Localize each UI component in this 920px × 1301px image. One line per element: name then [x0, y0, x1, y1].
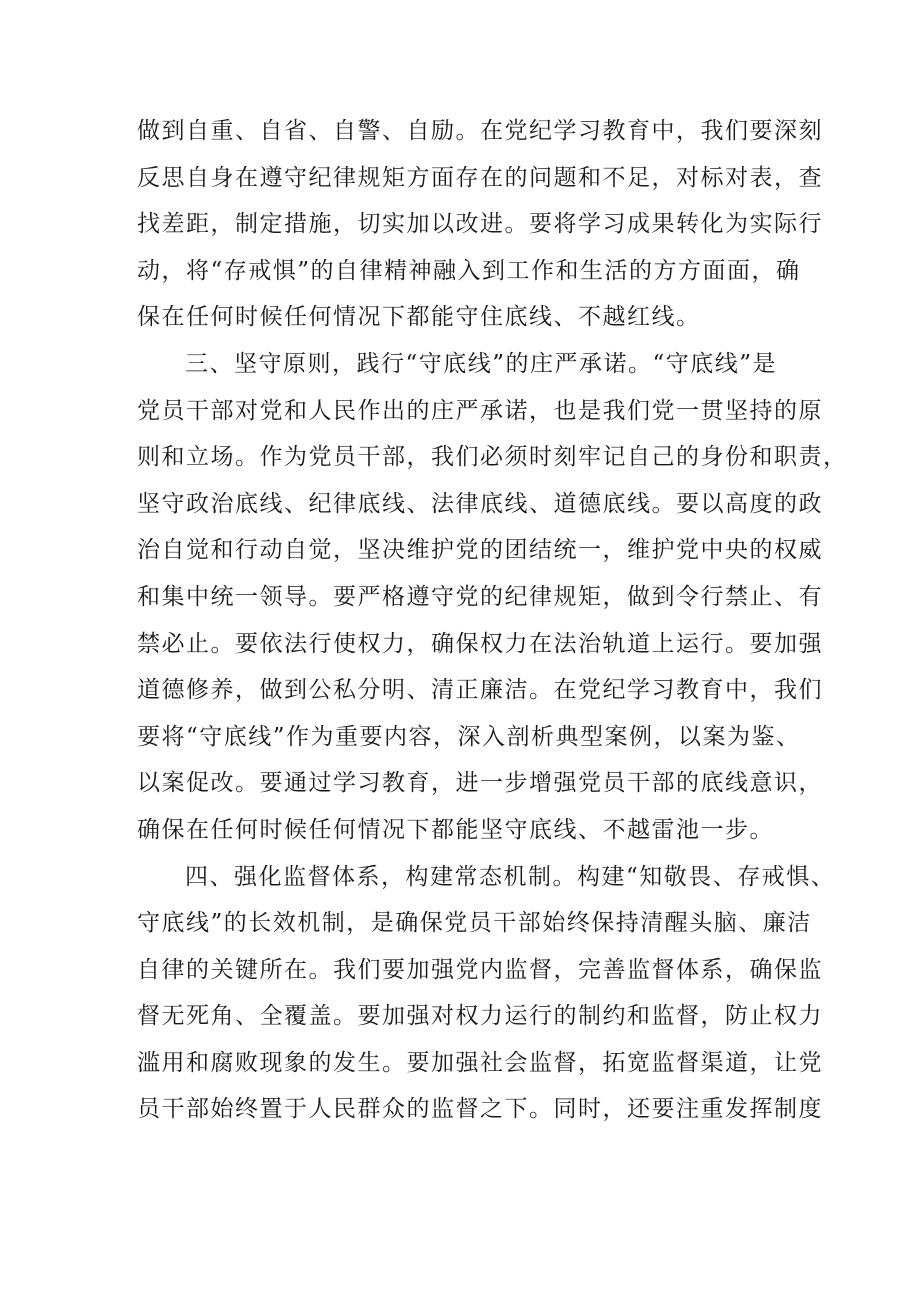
text-line: 员干部始终置于人民群众的监督之下。同时，还要注重发挥制度 — [137, 1096, 823, 1123]
text-line: 党员干部对党和人民作出的庄严承诺，也是我们党一贯坚持的原 — [137, 397, 823, 424]
text-line: 保在任何时候任何情况下都能守住底线、不越红线。 — [137, 304, 701, 331]
text-line: 反思自身在遵守纪律规矩方面存在的问题和不足，对标对表，查 — [137, 164, 823, 191]
text-line: 做到自重、自省、自警、自励。在党纪学习教育中，我们要深刻 — [137, 118, 823, 144]
text-line: 坚守政治底线、纪律底线、法律底线、道德底线。要以高度的政 — [137, 490, 823, 517]
section-heading-line: 三、坚守原则，践行“守底线”的庄严承诺。“守底线”是 — [185, 350, 778, 377]
text-line: 找差距，制定措施，切实加以改进。要将学习成果转化为实际行 — [137, 211, 823, 238]
text-line: 守底线”的长效机制，是确保党员干部始终保持清醒头脑、廉洁 — [137, 910, 812, 937]
text-line: 禁必止。要依法行使权力，确保权力在法治轨道上运行。要加强 — [137, 630, 823, 657]
text-line: 自律的关键所在。我们要加强党内监督，完善监督体系，确保监 — [137, 956, 823, 983]
text-line: 则和立场。作为党员干部，我们必须时刻牢记自己的身份和职责， — [137, 444, 848, 471]
text-line: 督无死角、全覆盖。要加强对权力运行的制约和监督，防止权力 — [137, 1003, 823, 1030]
paragraph-section-four — [137, 854, 836, 1134]
text-line: 动，将“存戒惧”的自律精神融入到工作和生活的方方面面，确 — [137, 257, 801, 284]
paragraph-section-three — [137, 341, 848, 854]
paragraph-continuation — [137, 108, 823, 341]
text-line: 治自觉和行动自觉，坚决维护党的团结统一，维护党中央的权威 — [137, 537, 823, 564]
text-line: 要将“守底线”作为重要内容，深入剖析典型案例，以案为鉴、 — [137, 723, 801, 750]
text-line: 道德修养，做到公私分明、清正廉洁。在党纪学习教育中，我们 — [137, 677, 823, 704]
text-line: 确保在任何时候任何情况下都能坚守底线、不越雷池一步。 — [137, 816, 774, 843]
document-body — [137, 108, 848, 1133]
text-line: 以案促改。要通过学习教育，进一步增强党员干部的底线意识， — [137, 770, 823, 797]
text-line: 和集中统一领导。要严格遵守党的纪律规矩，做到令行禁止、有 — [137, 583, 823, 610]
text-line: 滥用和腐败现象的发生。要加强社会监督，拓宽监督渠道，让党 — [137, 1049, 823, 1076]
section-heading-line: 四、强化监督体系，构建常态机制。构建“知敬畏、存戒惧、 — [185, 863, 836, 890]
